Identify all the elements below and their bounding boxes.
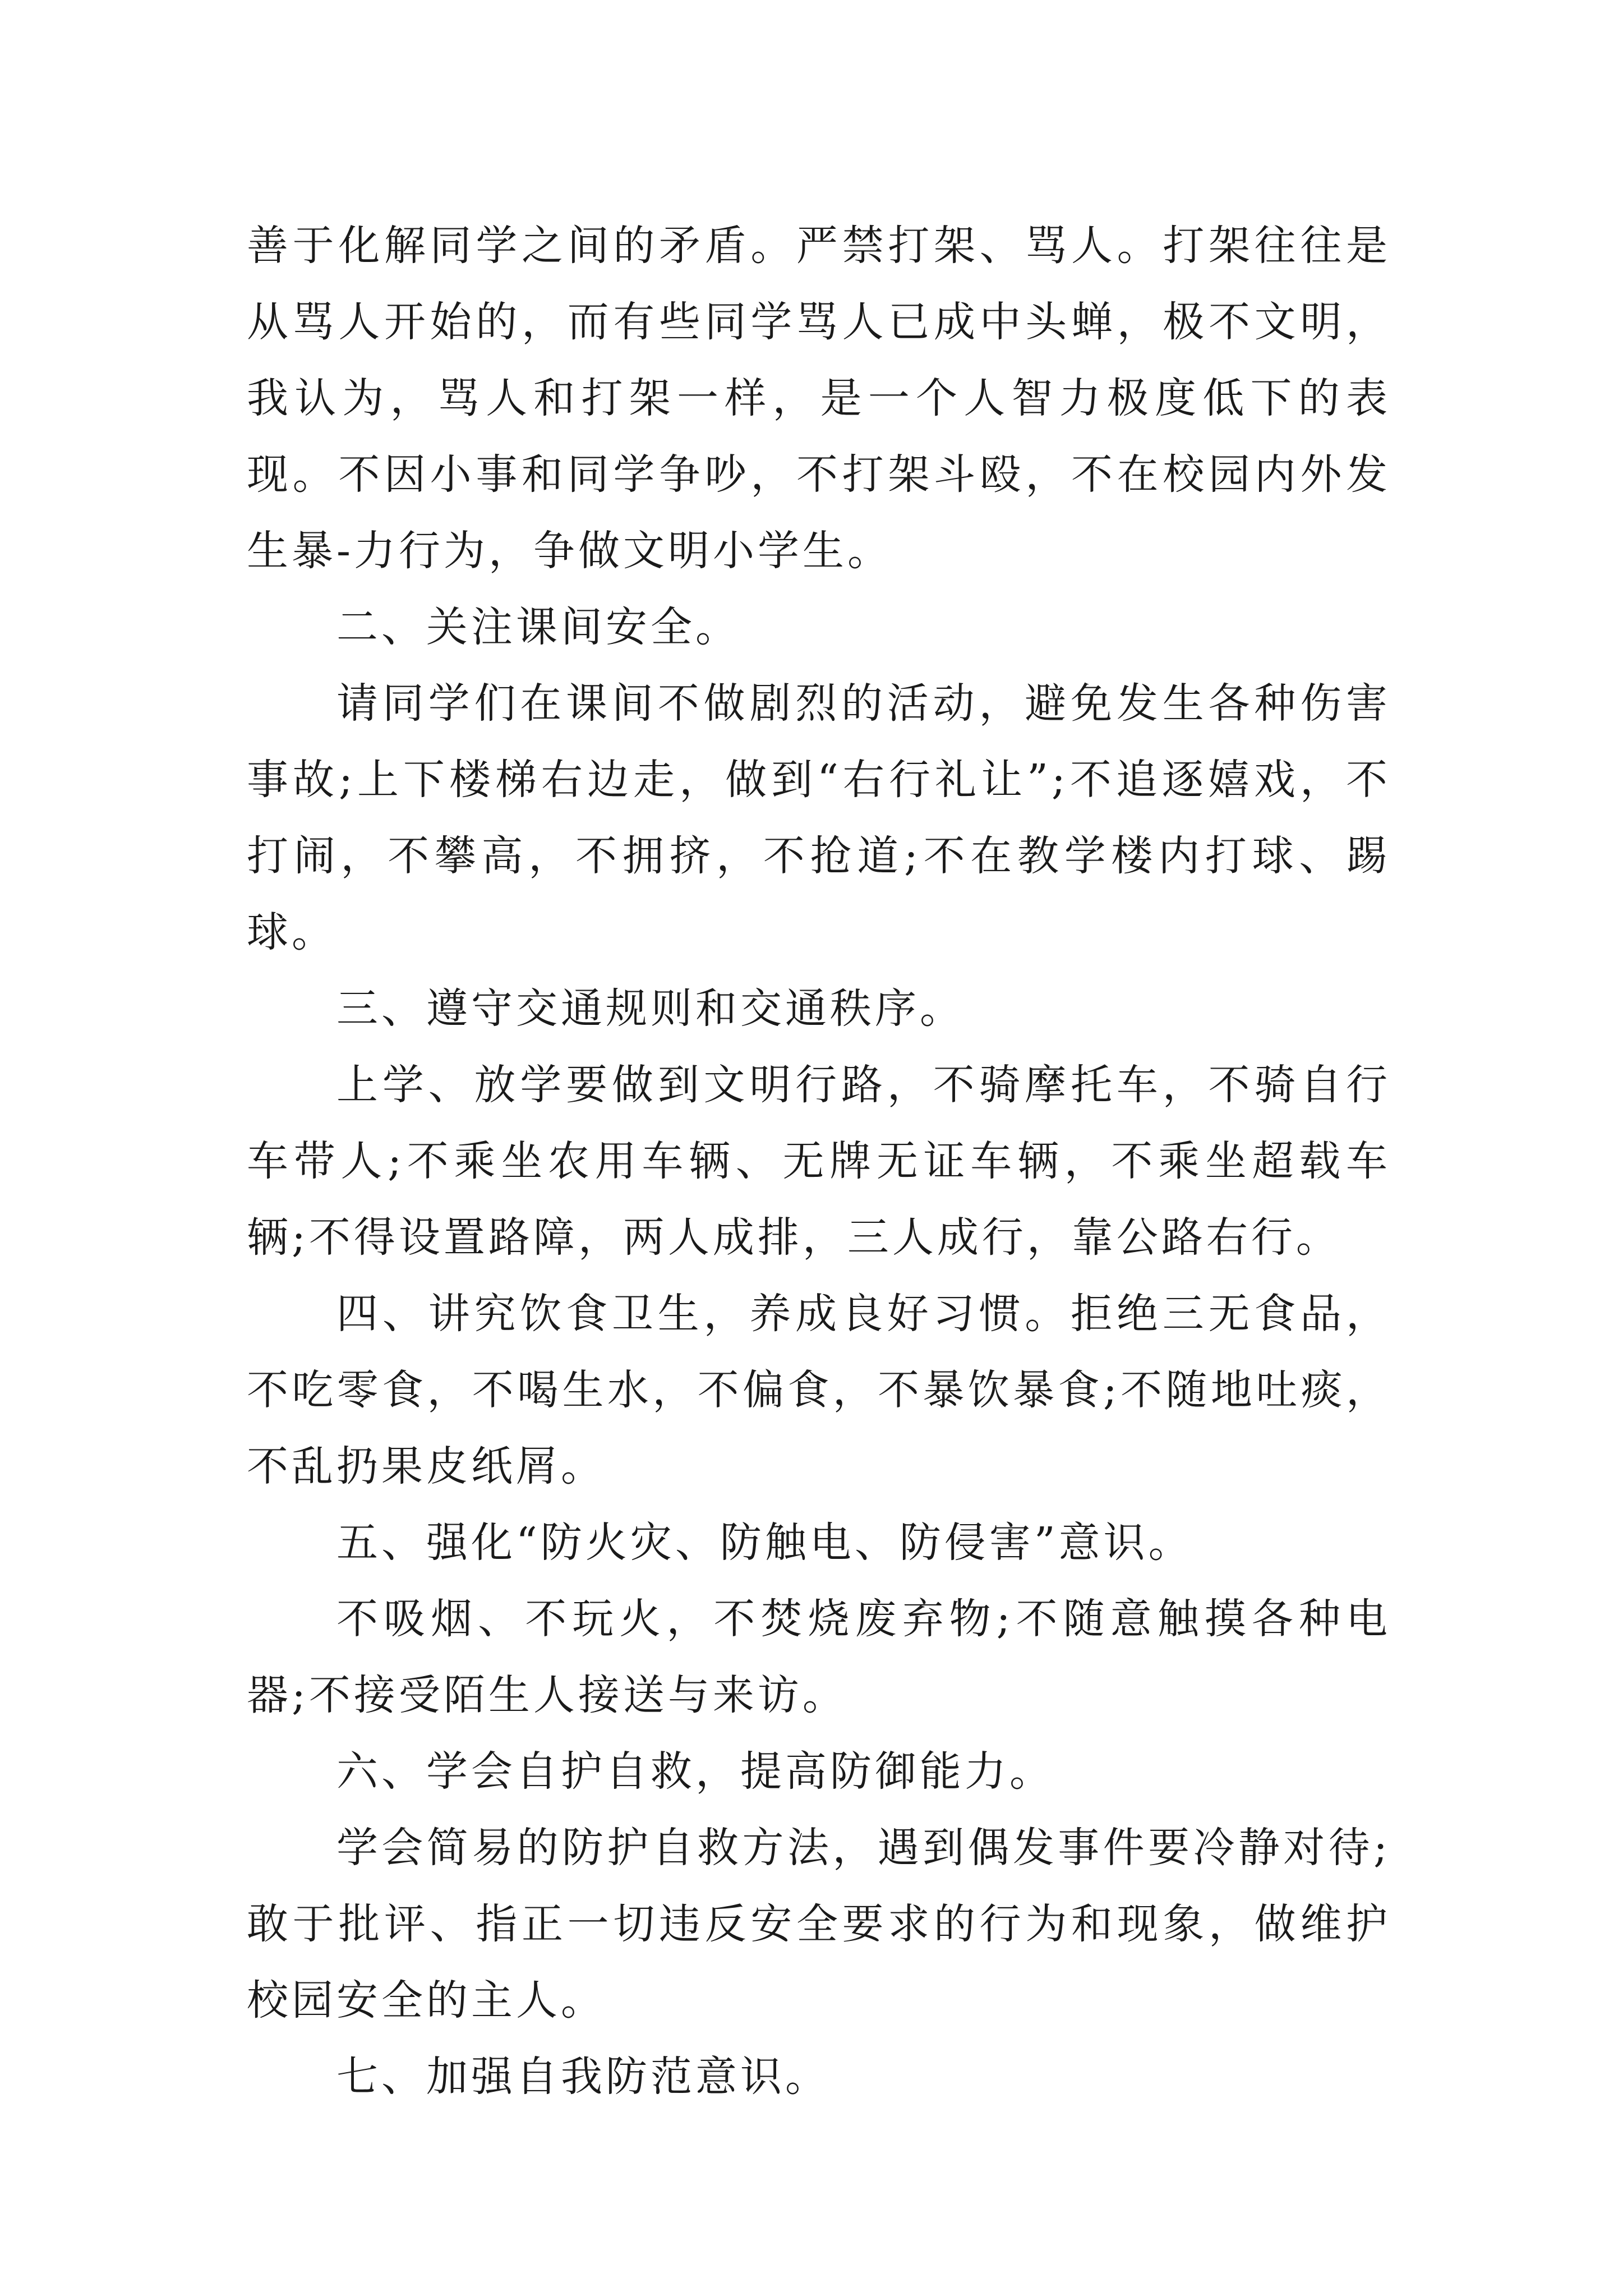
section-heading-6: 六、学会自护自救，提高防御能力。 <box>336 1747 1054 1796</box>
paragraph-continuation: 善于化解同学之间的矛盾。严禁打架、骂人。打架往往是从骂人开始的，而有些同学骂人已成中头蝉，极不文明，我认为，骂人和打架一样，是一个人智力极度低下的表现。不因小事和同学争吵，不打架斗殴，不在校园内外发生暴-力行为，争做文明小学生。 <box>247 222 1391 575</box>
paragraph-recess-safety: 请同学们在课间不做剧烈的活动，避免发生各种伤害事故;上下楼梯右边走，做到“右行礼让”;不追逐嬉戏，不打闹，不攀高，不拥挤，不抢道;不在教学楼内打球、踢球。 <box>247 679 1391 956</box>
paragraph-self-protection: 学会简易的防护自救方法，遇到偶发事件要冷静对待;敢于批评、指正一切违反安全要求的行为和现象，做维护校园安全的主人。 <box>247 1824 1391 2024</box>
section-heading-2: 二、关注课间安全。 <box>336 603 740 651</box>
paragraph-traffic-rules: 上学、放学要做到文明行路，不骑摩托车，不骑自行车带人;不乘坐农用车辆、无牌无证车辆，不乘坐超载车辆;不得设置路障，两人成排，三人成行，靠公路右行。 <box>247 1061 1391 1262</box>
paragraph-fire-electricity: 不吸烟、不玩火，不焚烧废弃物;不随意触摸各种电器;不接受陌生人接送与来访。 <box>247 1595 1391 1719</box>
section-heading-5: 五、强化“防火灾、防触电、防侵害”意识。 <box>336 1519 1193 1567</box>
section-heading-3: 三、遵守交通规则和交通秩序。 <box>336 984 965 1033</box>
paragraph-food-hygiene: 四、讲究饮食卫生，养成良好习惯。拒绝三无食品，不吃零食，不喝生水，不偏食，不暴饮暴食;不随地吐痰，不乱扔果皮纸屑。 <box>247 1290 1391 1490</box>
section-heading-7: 七、加强自我防范意识。 <box>336 2053 830 2101</box>
document-body <box>247 208 1391 2115</box>
